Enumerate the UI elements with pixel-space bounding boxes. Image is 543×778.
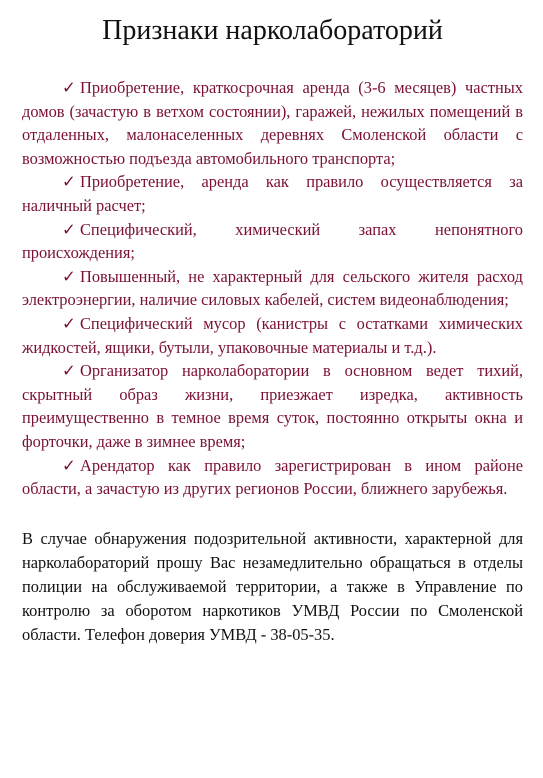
check-icon: ✓ [62, 78, 76, 97]
check-icon: ✓ [62, 219, 76, 239]
check-icon: ✓ [62, 172, 76, 192]
list-item-text: Специфический мусор (канистры с остатками химических жидкостей, ящики, бутыли, упаковочные материалы и т.д.). [22, 313, 523, 357]
check-icon: ✓ [62, 313, 76, 333]
list-item [22, 359, 523, 453]
list-item-text: Приобретение, аренда как правило осуществляется за наличный расчет; [22, 172, 523, 215]
list-item [22, 265, 523, 312]
list-item [22, 312, 523, 359]
list-item-text: Приобретение, краткосрочная аренда (3-6 месяцев) частных домов (зачастую в ветхом состоянии), гаражей, нежилых помещений в отдаленных, малонаселенных деревнях Смоленской области с возможностью подъезда автомобильного транспорта; [22, 78, 523, 168]
check-icon: ✓ [62, 455, 76, 475]
check-icon: ✓ [62, 266, 76, 286]
list-item-text: Повышенный, не характерный для сельского жителя расход электроэнергии, наличие силовых кабелей, систем видеонаблюдения; [22, 266, 523, 310]
list-item [22, 170, 523, 217]
check-icon: ✓ [62, 361, 76, 381]
signs-list [22, 76, 523, 501]
list-item [22, 218, 523, 265]
list-item-text: Специфический, химический запах непонятного происхождения; [22, 219, 523, 263]
list-item [22, 454, 523, 501]
list-item-text: Арендатор как правило зарегистрирован в ином районе области, а зачастую из других регионов России, ближнего зарубежья. [22, 455, 523, 499]
list-item-text: Организатор нарколаборатории в основном ведет тихий, скрытный образ жизни, приезжает изредка, активность преимущественно в темное время суток, постоянно открыты окна и форточки, даже в зимнее время; [22, 361, 523, 451]
page-title: Признаки нарколабораторий [102, 15, 443, 46]
contact-note: В случае обнаружения подозрительной активности, характерной для нарколабораторий прошу Вас незамедлительно обращаться в отделы полиции на обслуживаемой территории, а также в Управление по контролю за оборотом наркотиков УМВД России по Смоленской области. Телефон доверия УМВД - 38-05-35. [22, 528, 523, 644]
list-item [22, 76, 523, 170]
